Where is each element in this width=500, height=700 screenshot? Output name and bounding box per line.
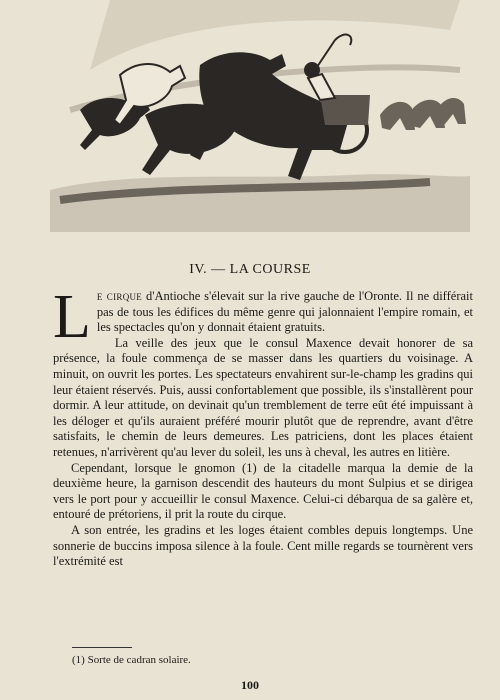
chapter-title: IV. — LA COURSE: [189, 262, 311, 277]
body-text: [53, 283, 473, 570]
paragraph-1: [53, 283, 473, 351]
chariot-race-illustration: [50, 0, 470, 232]
paragraph-3: Cependant, lorsque le gnomon (1) de la citadelle marqua la demie de la deuxième heure, la garnison descendit des hauteurs du mont Sulpius et se dirigea vers le port pour y accueillir le consul Maxence. Celui-ci débarqua de sa galère et, entouré de prétoriens, il prit la route du cirque.: [53, 460, 473, 522]
paragraph-2: La veille des jeux que le consul Maxence devait honorer de sa présence, la foule commença de se masser dans les quartiers du voisinage. A minuit, on ouvrit les portes. Les spectateurs envahirent sur-le-champ les gradins qui leur étaient réservés. Puis, aussi confortablement que possible, ils s'installèrent pour dormir. A leur attitude, on devinait qu'un tremblement de terre eût été impuissant à les déloger et qu'ils auraient préféré mourir plutôt que de reprendre, avant d'être satisfaits, le chemin de leurs demeures. Les patriciens, dont les places étaient retenues, n'arrivèrent qu'au lever du soleil, les uns à cheval, les autres en litière.: [53, 335, 473, 459]
paragraph-4: A son entrée, les gradins et les loges étaient combles depuis longtemps. Une sonnerie de buccins imposa silence à la foule. Cent mille regards se tournèrent vers l'extrémité est: [53, 522, 473, 569]
footnote: (1) Sorte de cadran solaire.: [72, 654, 191, 666]
footnote-rule: [72, 647, 132, 648]
opening-smallcaps: e cirque: [96, 289, 143, 303]
page-number: 100: [241, 678, 259, 692]
paragraph-1-text: d'Antioche s'élevait sur la rive gauche de l'Oronte. Il ne différait pas de tous les édifices du même genre qui jalonnaient l'empire romain, et les spectacles qu'on y donnait étaient gratuits.: [96, 289, 473, 335]
drop-cap: L: [53, 283, 91, 351]
